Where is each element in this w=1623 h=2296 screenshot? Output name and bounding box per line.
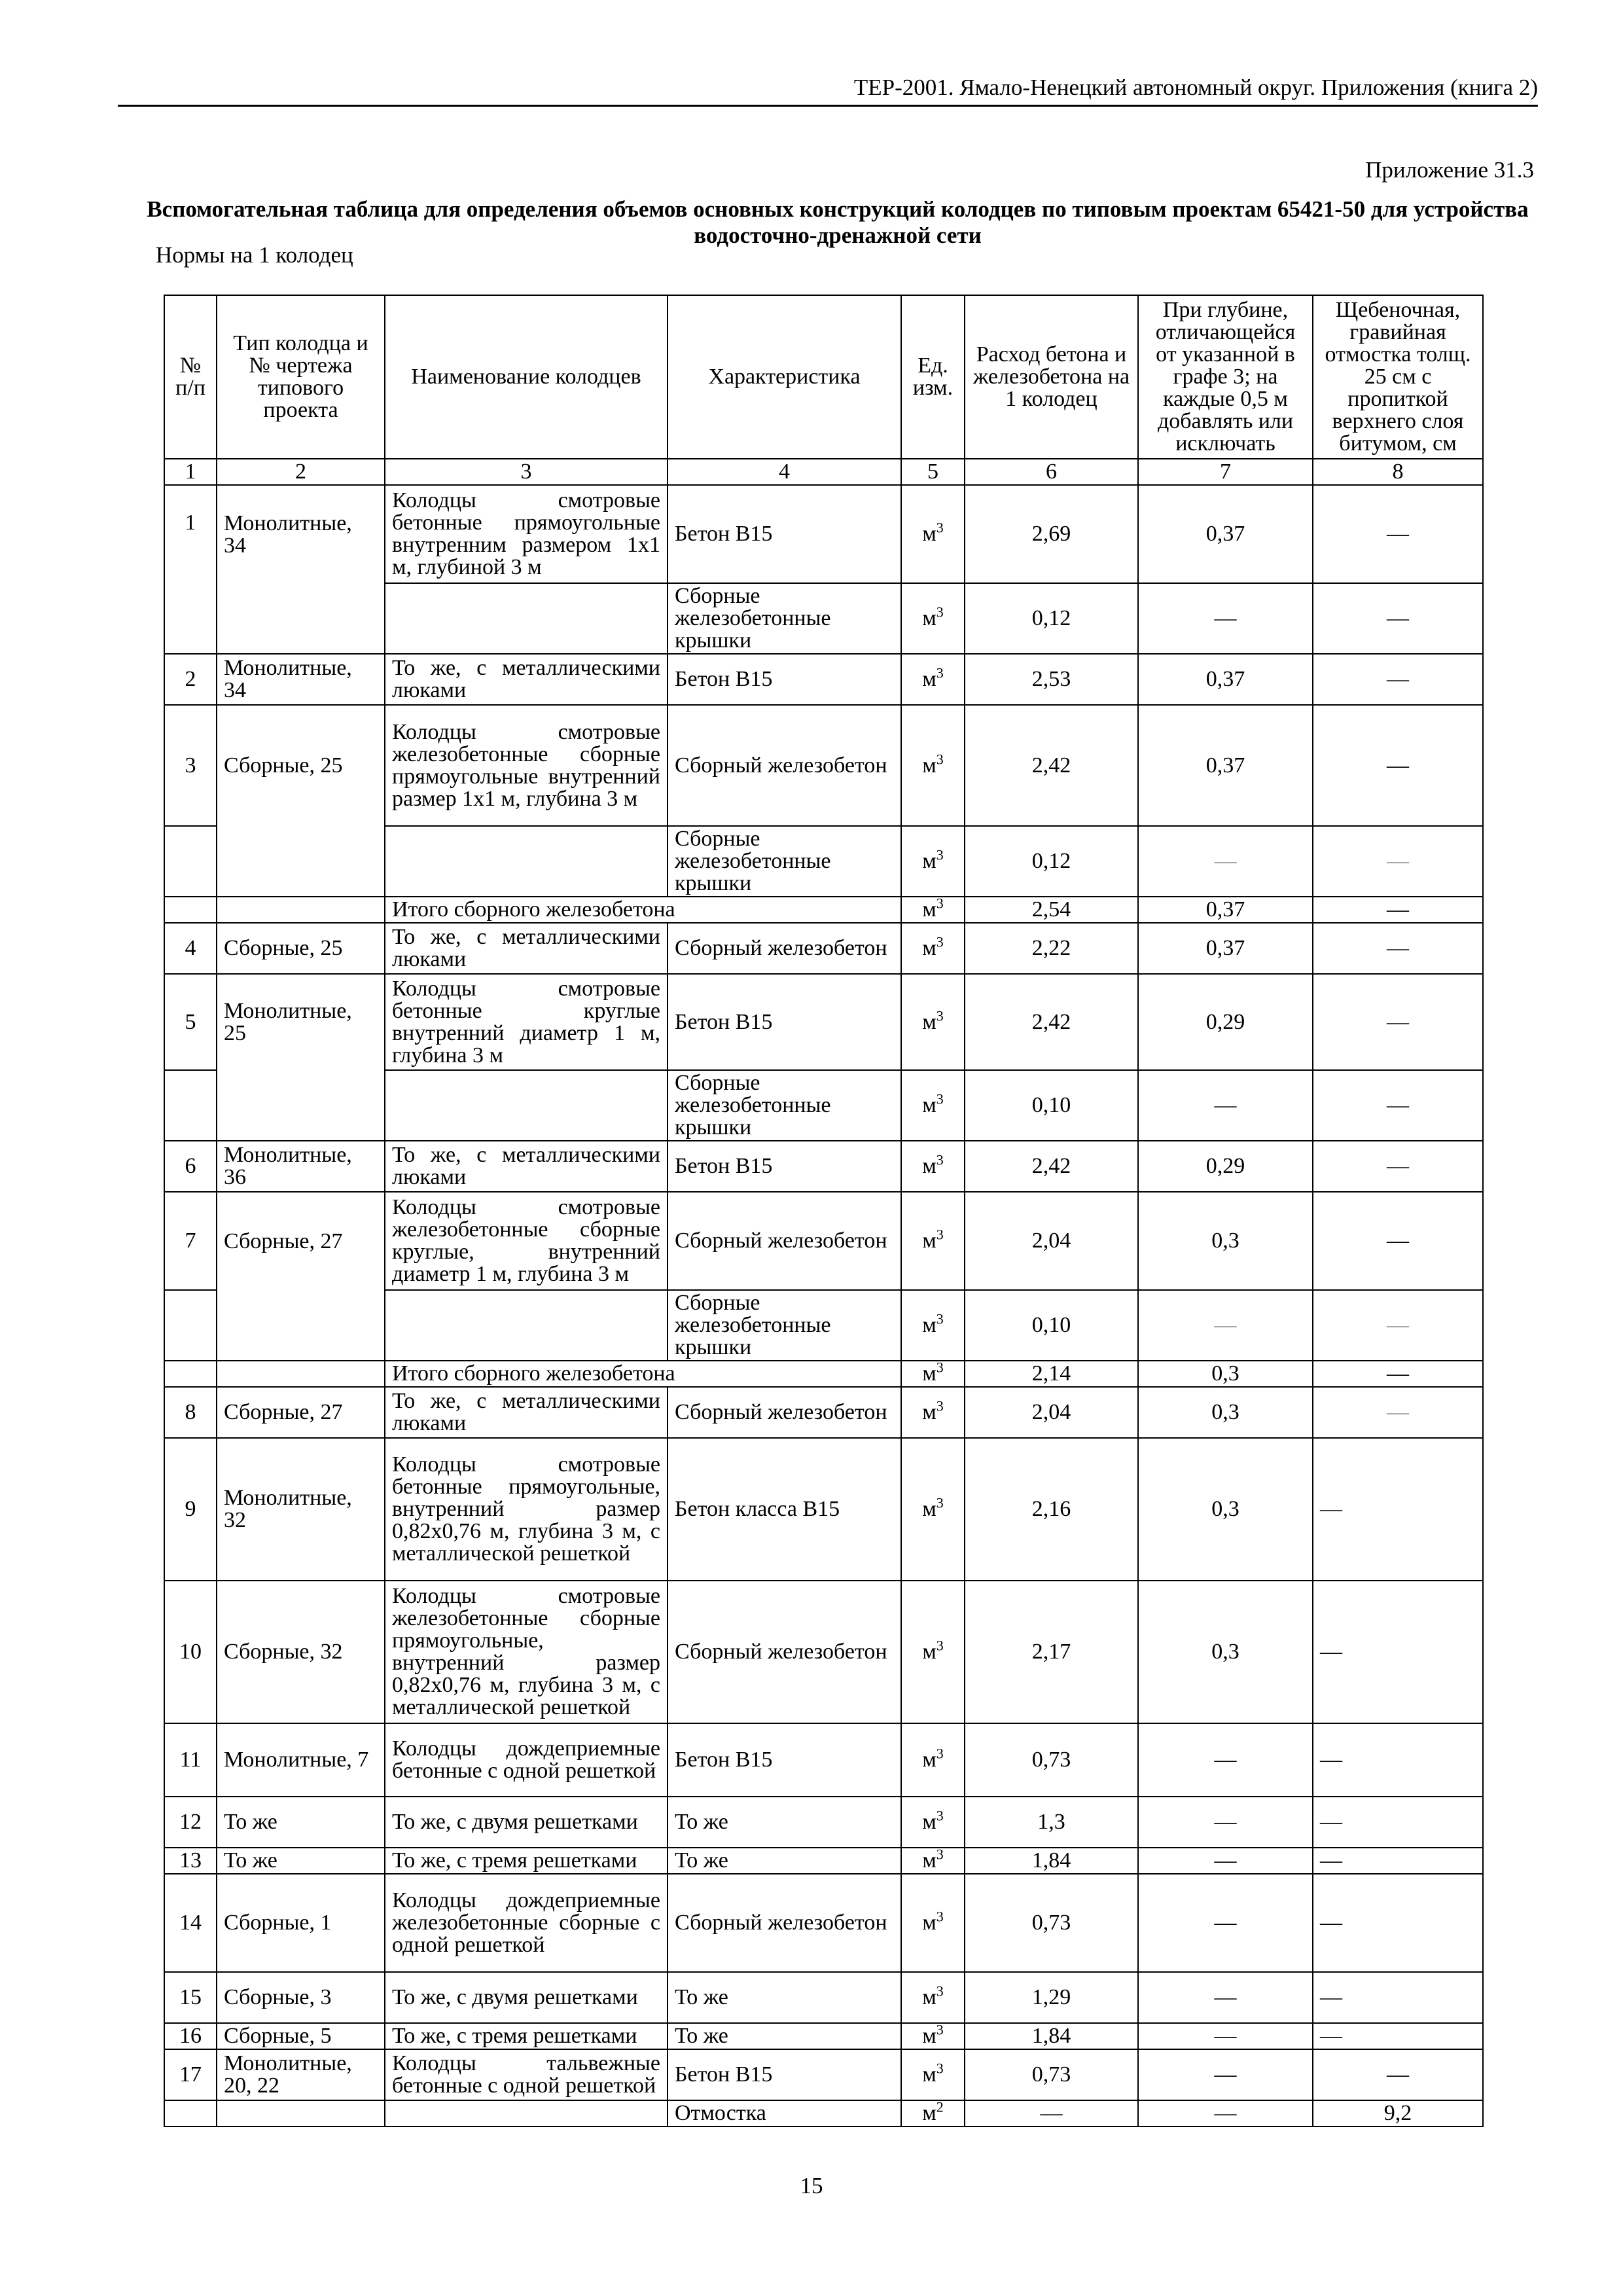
cell-type: Монолитные, 34 <box>217 654 385 705</box>
col-number: 2 <box>217 459 385 485</box>
cell-gravel: — <box>1313 485 1483 583</box>
cell-depth: 0,3 <box>1138 1361 1313 1387</box>
cell-unit: $м^3$ <box>901 2023 965 2049</box>
running-title: ТЕР-2001. Ямало-Ненецкий автономный округ. Приложения (книга 2) <box>853 75 1538 100</box>
subtotal-row <box>164 897 1483 923</box>
table-row <box>164 1192 1483 1290</box>
cell-num: 4 <box>164 923 217 974</box>
cell-depth: — <box>1138 1797 1313 1848</box>
cell-unit: $м^3$ <box>901 1290 965 1361</box>
cell-usage: 2,54 <box>965 897 1138 923</box>
cell-num: 6 <box>164 1141 217 1192</box>
cell-num: 8 <box>164 1387 217 1438</box>
subtotal-label: Итого сборного железобетона <box>385 1361 901 1387</box>
header-gravel: Щебеночная, гравийная отмостка толщ. 25 см с пропиткой верхнего слоя битумом, см <box>1313 295 1483 459</box>
table-row <box>164 1290 1483 1361</box>
cell-usage: 1,29 <box>965 1972 1138 2023</box>
cell-depth: 0,29 <box>1138 974 1313 1070</box>
cell-name-empty <box>385 583 668 654</box>
cell-name: Колодцы смотровые железобетонные сборные прямоугольные внутренний размер 1х1 м, глубина 3 м <box>385 705 668 826</box>
cell-name-empty <box>385 826 668 897</box>
cell-gravel: — <box>1313 1797 1483 1848</box>
cell-depth: 0,3 <box>1138 1387 1313 1438</box>
cell-depth: — <box>1138 1723 1313 1797</box>
cell-type: Сборные, 25 <box>217 923 385 974</box>
cell-type-empty <box>217 826 385 897</box>
cell-characteristic: Отмостка <box>668 2100 901 2126</box>
cell-usage: 1,84 <box>965 2023 1138 2049</box>
cell-unit: $м^3$ <box>901 1141 965 1192</box>
cell-unit: $м^3$ <box>901 826 965 897</box>
col-number: 6 <box>965 459 1138 485</box>
cell-num: 16 <box>164 2023 217 2049</box>
cell-characteristic: Бетон В15 <box>668 2049 901 2100</box>
table-row <box>164 1141 1483 1192</box>
col-number: 5 <box>901 459 965 485</box>
cell-gravel: — <box>1313 2023 1483 2049</box>
cell-unit: $м^3$ <box>901 1797 965 1848</box>
subtotal-row <box>164 1361 1483 1387</box>
cell-unit: $м^3$ <box>901 1192 965 1290</box>
cell-depth: — <box>1138 1290 1313 1361</box>
cell-unit: $м^3$ <box>901 654 965 705</box>
cell-characteristic: Сборный железобетон <box>668 1192 901 1290</box>
cell-gravel: — <box>1313 654 1483 705</box>
cell-type: Монолитные, 7 <box>217 1723 385 1797</box>
cell-depth: 0,37 <box>1138 923 1313 974</box>
cell-characteristic: То же <box>668 1797 901 1848</box>
cell-type: Монолитные, 32 <box>217 1438 385 1581</box>
cell-unit: $м^2$ <box>901 2100 965 2126</box>
cell-name: Колодцы смотровые железобетонные сборные прямоугольные, внутренний размер 0,82х0,76 м, глубина 3 м, с металлической решеткой <box>385 1581 668 1723</box>
cell-characteristic: Сборные железобетонные крышки <box>668 1070 901 1141</box>
cell-depth: 0,3 <box>1138 1192 1313 1290</box>
page-number: 15 <box>800 2173 823 2198</box>
table-row <box>164 974 1483 1070</box>
cell-characteristic: То же <box>668 1972 901 2023</box>
cell-num-empty <box>164 2100 217 2126</box>
table-row <box>164 2049 1483 2100</box>
cell-name: То же, с металлическими люками <box>385 923 668 974</box>
cell-gravel: — <box>1313 2049 1483 2100</box>
cell-depth: — <box>1138 2023 1313 2049</box>
cell-unit: $м^3$ <box>901 1361 965 1387</box>
cell-name: Колодцы смотровые бетонные круглые внутренний диаметр 1 м, глубина 3 м <box>385 974 668 1070</box>
cell-depth: — <box>1138 1848 1313 1874</box>
cell-usage: 2,53 <box>965 654 1138 705</box>
cell-name-empty <box>385 1070 668 1141</box>
header-usage: Расход бетона и железобетона на 1 колодец <box>965 295 1138 459</box>
cell-depth: — <box>1138 1874 1313 1972</box>
cell-gravel: — <box>1313 1874 1483 1972</box>
table-row <box>164 583 1483 654</box>
cell-depth: — <box>1138 826 1313 897</box>
table-row <box>164 1972 1483 2023</box>
cell-name: Колодцы смотровые железобетонные сборные круглые, внутренний диаметр 1 м, глубина 3 м <box>385 1192 668 1290</box>
cell-depth: — <box>1138 2049 1313 2100</box>
cell-num: 11 <box>164 1723 217 1797</box>
cell-unit: $м^3$ <box>901 1874 965 1972</box>
cell-depth: 0,37 <box>1138 485 1313 583</box>
cell-depth: — <box>1138 583 1313 654</box>
cell-unit: $м^3$ <box>901 1387 965 1438</box>
cell-unit: $м^3$ <box>901 974 965 1070</box>
cell-usage: 0,73 <box>965 1723 1138 1797</box>
cell-type: Монолитные, 25 <box>217 974 385 1070</box>
cell-depth: 0,3 <box>1138 1581 1313 1723</box>
cell-usage: 2,17 <box>965 1581 1138 1723</box>
cell-depth: 0,37 <box>1138 654 1313 705</box>
cell-name: Колодцы смотровые бетонные прямоугольные, внутренний размер 0,82х0,76 м, глубина 3 м, с металлической решеткой <box>385 1438 668 1581</box>
table-row <box>164 705 1483 826</box>
cell-characteristic: Бетон В15 <box>668 1141 901 1192</box>
cell-depth: 0,3 <box>1138 1438 1313 1581</box>
table-row <box>164 1581 1483 1723</box>
cell-usage: 0,10 <box>965 1070 1138 1141</box>
cell-name: То же, с тремя решетками <box>385 2023 668 2049</box>
cell-unit: $м^3$ <box>901 1070 965 1141</box>
cell-name: Колодцы дождеприемные бетонные с одной решеткой <box>385 1723 668 1797</box>
cell-gravel: — <box>1313 974 1483 1070</box>
cell-gravel: — <box>1313 1972 1483 2023</box>
cell-num: 1 <box>164 485 217 654</box>
cell-unit: $м^3$ <box>901 2049 965 2100</box>
cell-type-empty <box>217 897 385 923</box>
cell-num: 9 <box>164 1438 217 1581</box>
cell-type-empty <box>217 1361 385 1387</box>
cell-gravel: — <box>1313 1848 1483 1874</box>
cell-name: Колодцы смотровые бетонные прямоугольные внутренним размером 1х1 м, глубиной 3 м <box>385 485 668 583</box>
cell-depth: — <box>1138 1972 1313 2023</box>
cell-gravel: — <box>1313 1581 1483 1723</box>
cell-name: То же, с металлическими люками <box>385 1141 668 1192</box>
cell-characteristic: Сборные железобетонные крышки <box>668 1290 901 1361</box>
cell-gravel: — <box>1313 923 1483 974</box>
cell-gravel: — <box>1313 705 1483 826</box>
cell-usage: 2,42 <box>965 974 1138 1070</box>
cell-name: Колодцы дождеприемные железобетонные сборные с одной решеткой <box>385 1874 668 1972</box>
col-number: 3 <box>385 459 668 485</box>
cell-characteristic: Сборный железобетон <box>668 923 901 974</box>
cell-type-empty <box>217 583 385 654</box>
column-number-row <box>164 459 1483 485</box>
subtotal-label: Итого сборного железобетона <box>385 897 901 923</box>
cell-num: 12 <box>164 1797 217 1848</box>
header-name: Наименование колодцев <box>385 295 668 459</box>
col-number: 1 <box>164 459 217 485</box>
cell-num: 7 <box>164 1192 217 1290</box>
cell-type: То же <box>217 1797 385 1848</box>
cell-gravel: — <box>1313 1141 1483 1192</box>
cell-type: Монолитные, 34 <box>217 485 385 583</box>
cell-gravel: — <box>1313 1290 1483 1361</box>
cell-characteristic: Бетон В15 <box>668 974 901 1070</box>
cell-characteristic: Бетон класса В15 <box>668 1438 901 1581</box>
cell-gravel: — <box>1313 1192 1483 1290</box>
header-characteristic: Характеристика <box>668 295 901 459</box>
table-row <box>164 826 1483 897</box>
cell-usage: 0,73 <box>965 1874 1138 1972</box>
cell-characteristic: Сборные железобетонные крышки <box>668 826 901 897</box>
cell-num: 5 <box>164 974 217 1070</box>
col-number: 8 <box>1313 459 1483 485</box>
cell-type: Сборные, 1 <box>217 1874 385 1972</box>
header-depth: При глубине, отличающейся от указанной в графе 3; на каждые 0,5 м добавлять или исключать <box>1138 295 1313 459</box>
table-row <box>164 1848 1483 1874</box>
cell-gravel: — <box>1313 826 1483 897</box>
cell-num: 2 <box>164 654 217 705</box>
cell-characteristic: Бетон В15 <box>668 1723 901 1797</box>
cell-name: Колодцы тальвежные бетонные с одной решеткой <box>385 2049 668 2100</box>
cell-type: Монолитные, 36 <box>217 1141 385 1192</box>
cell-characteristic: Сборный железобетон <box>668 1874 901 1972</box>
cell-type-empty <box>217 1290 385 1361</box>
cell-characteristic: Бетон В15 <box>668 654 901 705</box>
cell-usage: 2,04 <box>965 1387 1138 1438</box>
running-header <box>118 71 1538 107</box>
cell-usage: 0,12 <box>965 583 1138 654</box>
cell-depth: — <box>1138 2100 1313 2126</box>
cell-gravel: — <box>1313 583 1483 654</box>
cell-num: 15 <box>164 1972 217 2023</box>
table-row <box>164 923 1483 974</box>
header-num: № п/п <box>164 295 217 459</box>
cell-usage: — <box>965 2100 1138 2126</box>
table-header-row <box>164 295 1483 459</box>
cell-type: Монолитные, 20, 22 <box>217 2049 385 2100</box>
cell-characteristic: Сборный железобетон <box>668 1581 901 1723</box>
document-title: Вспомогательная таблица для определения объемов основных конструкций колодцев по типовым проектам 65421-50 для устройства водосточно-дренажной сети <box>147 196 1529 248</box>
norms-note: Нормы на 1 колодец <box>156 242 353 268</box>
table-row <box>164 1070 1483 1141</box>
cell-unit: $м^3$ <box>901 1972 965 2023</box>
cell-usage: 1,3 <box>965 1797 1138 1848</box>
table-row <box>164 1723 1483 1797</box>
cell-num: 3 <box>164 705 217 826</box>
cell-type: Сборные, 27 <box>217 1192 385 1290</box>
cell-unit: $м^3$ <box>901 583 965 654</box>
cell-num: 13 <box>164 1848 217 1874</box>
cell-num-empty <box>164 1290 217 1361</box>
table-row <box>164 1387 1483 1438</box>
cell-type: Сборные, 27 <box>217 1387 385 1438</box>
cell-usage: 1,84 <box>965 1848 1138 1874</box>
cell-num-empty <box>164 826 217 897</box>
cell-usage: 2,42 <box>965 1141 1138 1192</box>
cell-usage: 2,42 <box>965 705 1138 826</box>
cell-usage: 0,73 <box>965 2049 1138 2100</box>
norms-table <box>164 295 1484 2127</box>
cell-name: То же, с двумя решетками <box>385 1797 668 1848</box>
cell-gravel: — <box>1313 1723 1483 1797</box>
cell-usage: 2,04 <box>965 1192 1138 1290</box>
cell-num: 10 <box>164 1581 217 1723</box>
cell-type: Сборные, 3 <box>217 1972 385 2023</box>
cell-characteristic: Сборный железобетон <box>668 1387 901 1438</box>
cell-unit: $м^3$ <box>901 1848 965 1874</box>
cell-unit: $м^3$ <box>901 1581 965 1723</box>
table-row <box>164 1797 1483 1848</box>
cell-name-empty <box>385 2100 668 2126</box>
cell-characteristic: Сборный железобетон <box>668 705 901 826</box>
table-row <box>164 2100 1483 2126</box>
col-number: 7 <box>1138 459 1313 485</box>
cell-usage: 2,22 <box>965 923 1138 974</box>
cell-unit: $м^3$ <box>901 897 965 923</box>
cell-gravel: — <box>1313 1361 1483 1387</box>
table-row <box>164 1874 1483 1972</box>
cell-num: 17 <box>164 2049 217 2100</box>
cell-usage: 0,12 <box>965 826 1138 897</box>
table-row <box>164 2023 1483 2049</box>
cell-type: Сборные, 5 <box>217 2023 385 2049</box>
cell-name: То же, с металлическими люками <box>385 654 668 705</box>
cell-name-empty <box>385 1290 668 1361</box>
cell-type: Сборные, 32 <box>217 1581 385 1723</box>
cell-characteristic: Сборные железобетонные крышки <box>668 583 901 654</box>
cell-usage: 2,16 <box>965 1438 1138 1581</box>
cell-usage: 0,10 <box>965 1290 1138 1361</box>
cell-type: То же <box>217 1848 385 1874</box>
cell-gravel: — <box>1313 1070 1483 1141</box>
table-row <box>164 1438 1483 1581</box>
cell-unit: $м^3$ <box>901 485 965 583</box>
cell-gravel: — <box>1313 1438 1483 1581</box>
table-row <box>164 654 1483 705</box>
cell-num-empty <box>164 1361 217 1387</box>
cell-num-empty <box>164 1070 217 1141</box>
cell-name: То же, с тремя решетками <box>385 1848 668 1874</box>
col-number: 4 <box>668 459 901 485</box>
cell-type-empty <box>217 2100 385 2126</box>
cell-gravel: 9,2 <box>1313 2100 1483 2126</box>
cell-unit: $м^3$ <box>901 1723 965 1797</box>
cell-unit: $м^3$ <box>901 1438 965 1581</box>
appendix-label: Приложение 31.3 <box>1365 157 1534 183</box>
cell-usage: 2,14 <box>965 1361 1138 1387</box>
cell-characteristic: То же <box>668 1848 901 1874</box>
cell-characteristic: То же <box>668 2023 901 2049</box>
cell-depth: 0,37 <box>1138 897 1313 923</box>
table-row <box>164 485 1483 583</box>
cell-num-empty <box>164 897 217 923</box>
cell-type-empty <box>217 1070 385 1141</box>
cell-type: Сборные, 25 <box>217 705 385 826</box>
header-unit: Ед. изм. <box>901 295 965 459</box>
cell-depth: 0,37 <box>1138 705 1313 826</box>
cell-usage: 2,69 <box>965 485 1138 583</box>
header-type: Тип колодца и № чертежа типового проекта <box>217 295 385 459</box>
cell-characteristic: Бетон В15 <box>668 485 901 583</box>
cell-name: То же, с двумя решетками <box>385 1972 668 2023</box>
cell-name: То же, с металлическими люками <box>385 1387 668 1438</box>
cell-unit: $м^3$ <box>901 705 965 826</box>
cell-num: 14 <box>164 1874 217 1972</box>
cell-depth: — <box>1138 1070 1313 1141</box>
cell-gravel: — <box>1313 1387 1483 1438</box>
cell-gravel: — <box>1313 897 1483 923</box>
cell-depth: 0,29 <box>1138 1141 1313 1192</box>
cell-unit: $м^3$ <box>901 923 965 974</box>
